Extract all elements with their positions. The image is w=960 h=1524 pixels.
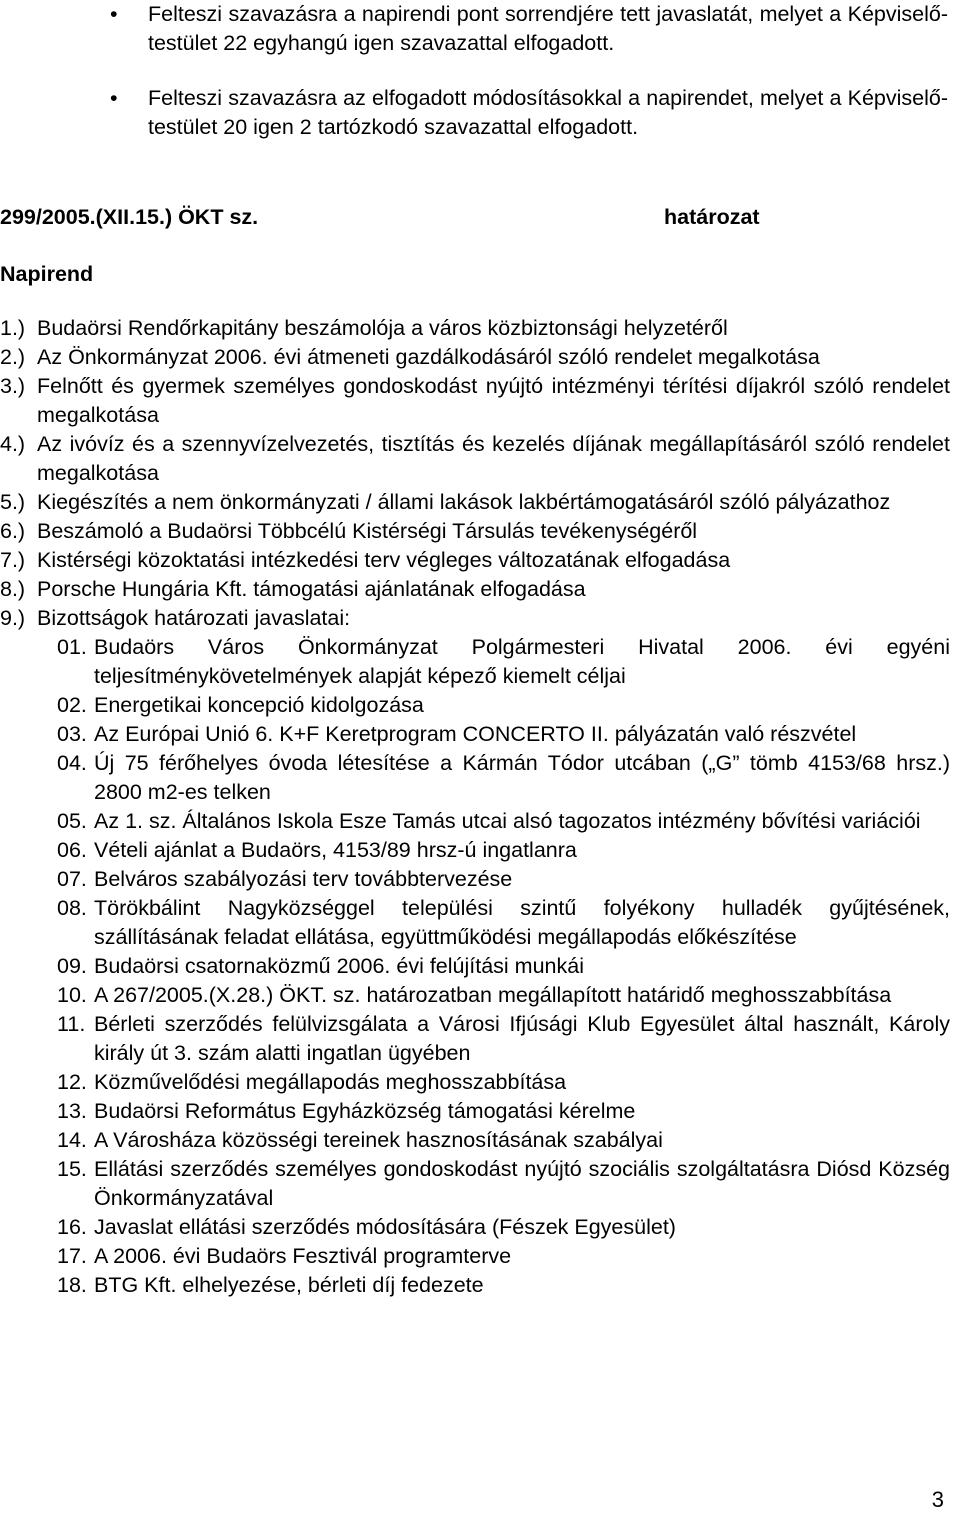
- committee-item: [0, 1271, 950, 1300]
- committee-item-number: 11.: [57, 1012, 86, 1036]
- resolution-label: határozat: [664, 205, 760, 229]
- agenda-item: [0, 604, 950, 633]
- committee-item-text: Budaörs Város Önkormányzat Polgármesteri Hivatal 2006. évi egyéni teljesítménykövetelmények alapját képező kiemelt céljai: [94, 635, 950, 688]
- agenda-item-number: 8.): [0, 577, 26, 601]
- agenda-item-text: Az Önkormányzat 2006. évi átmeneti gazdálkodásáról szóló rendelet megalkotása: [37, 345, 820, 369]
- agenda-list: [0, 314, 960, 1300]
- committee-item: [0, 1068, 950, 1097]
- committee-item: [0, 1213, 950, 1242]
- committee-item-text: Energetikai koncepció kidolgozása: [94, 693, 424, 717]
- committee-item: [0, 836, 950, 865]
- agenda-item: [0, 517, 950, 546]
- committee-item-text: Javaslat ellátási szerződés módosítására (Fészek Egyesület): [94, 1215, 676, 1239]
- committee-item-text: Budaörsi Református Egyházközség támogatási kérelme: [94, 1099, 636, 1123]
- committee-item-number: 02.: [57, 693, 87, 717]
- agenda-item-number: 6.): [0, 519, 26, 543]
- committee-item-number: 18.: [57, 1273, 87, 1297]
- committee-item-number: 03.: [57, 722, 87, 746]
- agenda-item-text: Felnőtt és gyermek személyes gondoskodást nyújtó intézményi térítési díjakról szóló rendelet megalkotása: [37, 374, 950, 427]
- committee-item-number: 09.: [57, 954, 87, 978]
- bullet-dot: •: [110, 86, 118, 110]
- committee-item: [0, 1097, 950, 1126]
- bullet-text: Felteszi szavazásra a napirendi pont sorrendjére tett javaslatát, melyet a Képviselő-testület 22 egyhangú igen szavazattal elfogadott.: [148, 2, 948, 55]
- agenda-item-text: Kiegészítés a nem önkormányzati / állami lakások lakbértámogatásáról szóló pályázathoz: [37, 490, 891, 514]
- committee-item-text: Az Európai Unió 6. K+F Keretprogram CONCERTO II. pályázatán való részvétel: [94, 722, 857, 746]
- bullet-text: Felteszi szavazásra az elfogadott módosításokkal a napirendet, melyet a Képviselő-testület 20 igen 2 tartózkodó szavazattal elfogadott.: [148, 86, 948, 139]
- committee-item-text: BTG Kft. elhelyezése, bérleti díj fedezete: [94, 1273, 484, 1297]
- committee-item: [0, 981, 950, 1010]
- agenda-item-text: Bizottságok határozati javaslatai:: [37, 606, 351, 630]
- agenda-item-number: 4.): [0, 432, 26, 456]
- resolution-number: 299/2005.(XII.15.) ÖKT sz.: [0, 205, 259, 229]
- agenda-item: [0, 488, 950, 517]
- committee-item: [0, 894, 950, 952]
- committee-item-number: 17.: [57, 1244, 87, 1268]
- committee-item: [0, 1010, 950, 1068]
- agenda-item-number: 1.): [0, 316, 26, 340]
- committee-item-text: Bérleti szerződés felülvizsgálata a Városi Ifjúsági Klub Egyesület által használt, Károly király út 3. szám alatti ingatlan ügyében: [94, 1012, 950, 1065]
- agenda-item: [0, 372, 950, 430]
- committee-item-number: 04.: [57, 751, 87, 775]
- committee-item-number: 06.: [57, 838, 87, 862]
- committee-item-text: Az 1. sz. Általános Iskola Esze Tamás utcai alsó tagozatos intézmény bővítési variációi: [94, 809, 921, 833]
- agenda-item-number: 7.): [0, 548, 26, 572]
- agenda-item-number: 2.): [0, 345, 26, 369]
- agenda-item-text: Az ivóvíz és a szennyvízelvezetés, tisztítás és kezelés díjának megállapításáról szóló rendelet megalkotása: [37, 432, 950, 485]
- committee-item-text: A Városháza közösségi tereinek hasznosításának szabályai: [94, 1128, 663, 1152]
- bullet-item: [110, 84, 948, 142]
- agenda-item-number: 3.): [0, 374, 26, 398]
- committee-item: [0, 952, 950, 981]
- committee-item-number: 01.: [57, 635, 87, 659]
- committee-item: [0, 1242, 950, 1271]
- agenda-item: [0, 546, 950, 575]
- committee-item-text: Belváros szabályozási terv továbbtervezése: [94, 867, 513, 891]
- committee-item-number: 13.: [57, 1099, 87, 1123]
- page-number: 3: [931, 1487, 944, 1512]
- committee-item: [0, 1126, 950, 1155]
- agenda-item-number: 9.): [0, 606, 26, 630]
- committee-item-text: A 2006. évi Budaörs Fesztivál programterve: [94, 1244, 512, 1268]
- agenda-item: [0, 343, 950, 372]
- committee-item: [0, 749, 950, 807]
- agenda-item-text: Beszámoló a Budaörsi Többcélú Kistérségi Társulás tevékenységéről: [37, 519, 698, 543]
- committee-item-number: 10.: [57, 983, 87, 1007]
- committee-item: [0, 1155, 950, 1213]
- committee-item-number: 14.: [57, 1128, 87, 1152]
- committee-item: [0, 691, 950, 720]
- bullet-item: [110, 0, 948, 58]
- committee-item-number: 05.: [57, 809, 87, 833]
- bullet-dot: •: [110, 2, 118, 26]
- agenda-item-text: Budaörsi Rendőrkapitány beszámolója a város közbiztonsági helyzetéről: [37, 316, 728, 340]
- committee-item-text: Vételi ajánlat a Budaörs, 4153/89 hrsz-ú ingatlanra: [94, 838, 577, 862]
- committee-item-number: 16.: [57, 1215, 87, 1239]
- committee-item-number: 07.: [57, 867, 87, 891]
- committee-item-number: 08.: [57, 896, 87, 920]
- agenda-item: [0, 430, 950, 488]
- committee-item-text: Közművelődési megállapodás meghosszabbítása: [94, 1070, 567, 1094]
- agenda-item-text: Porsche Hungária Kft. támogatási ajánlatának elfogadása: [37, 577, 586, 601]
- agenda-heading: Napirend: [0, 262, 94, 286]
- committee-item-text: Új 75 férőhelyes óvoda létesítése a Kármán Tódor utcában („G” tömb 4153/68 hrsz.) 2800 m2-es telken: [94, 751, 950, 804]
- agenda-item: [0, 314, 950, 343]
- agenda-item-number: 5.): [0, 490, 26, 514]
- committee-item: [0, 720, 950, 749]
- committee-item-text: A 267/2005.(X.28.) ÖKT. sz. határozatban megállapított határidő meghosszabbítása: [94, 983, 892, 1007]
- committee-item-text: Ellátási szerződés személyes gondoskodást nyújtó szociális szolgáltatásra Diósd Község Önkormányzatával: [94, 1157, 950, 1210]
- committee-item: [0, 807, 950, 836]
- agenda-item-text: Kistérségi közoktatási intézkedési terv végleges változatának elfogadása: [37, 548, 731, 572]
- committee-item: [0, 865, 950, 894]
- committee-item-number: 12.: [57, 1070, 87, 1094]
- committee-item: [0, 633, 950, 691]
- agenda-item: [0, 575, 950, 604]
- committee-item-text: Budaörsi csatornaközmű 2006. évi felújítási munkái: [94, 954, 584, 978]
- committee-item-number: 15.: [57, 1157, 87, 1181]
- committee-item-text: Törökbálint Nagyközséggel települési szintű folyékony hulladék gyűjtésének, szállításának feladat ellátása, együttműködési megállapodás előkészítése: [94, 896, 950, 949]
